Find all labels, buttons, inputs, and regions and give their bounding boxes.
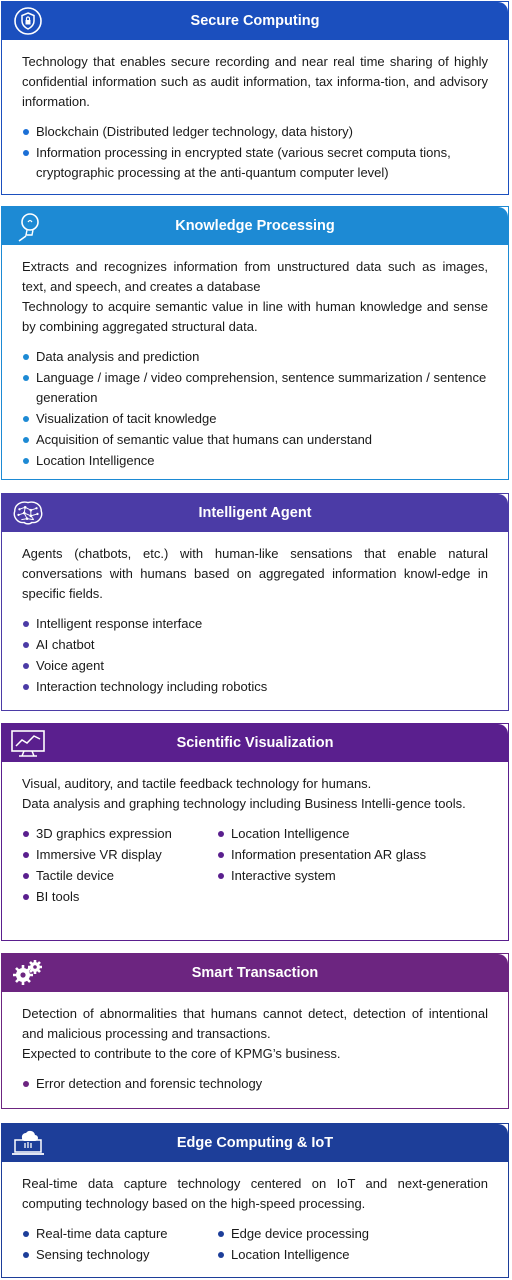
list-item: Location Intelligence: [217, 1245, 477, 1265]
section-description: Agents (chatbots, etc.) with human-like sensations that enable natural conversations with humans based on aggregated information knowl-edge in specific fields.: [22, 546, 488, 601]
section-scientific-visualization: [1, 723, 509, 941]
brain-network-icon: [10, 497, 46, 529]
list-item: Error detection and forensic technology: [22, 1074, 488, 1094]
list-item: Location Intelligence: [22, 451, 488, 471]
bullet-list: [22, 347, 488, 471]
section-header: [2, 954, 508, 992]
section-edge-computing-iot: [1, 1123, 509, 1278]
section-description: Visual, auditory, and tactile feedback technology for humans.: [22, 776, 372, 791]
list-item: Edge device processing: [217, 1224, 477, 1244]
list-item: Information presentation AR glass: [217, 845, 477, 865]
section-description: Extracts and recognizes information from unstructured data such as images, text, and speech, and creates a database: [22, 259, 488, 294]
monitor-chart-icon: [10, 727, 46, 759]
list-item: Interactive system: [217, 866, 477, 886]
list-item: Interaction technology including robotics: [22, 677, 488, 697]
list-item: Language / image / video comprehension, sentence summarization / sentence generation: [22, 368, 488, 408]
laptop-cloud-icon: [10, 1127, 46, 1159]
list-item: Real-time data capture: [22, 1224, 217, 1244]
lightbulb-icon: [10, 210, 46, 242]
shield-lock-icon: [10, 5, 46, 37]
section-title: Smart Transaction: [191, 965, 319, 981]
list-item: Acquisition of semantic value that humans can understand: [22, 430, 488, 450]
list-item: Data analysis and prediction: [22, 347, 488, 367]
section-title: Knowledge Processing: [175, 218, 335, 234]
bullet-list: [22, 614, 488, 697]
list-item: Blockchain (Distributed ledger technology, data history): [22, 122, 488, 142]
list-item: Voice agent: [22, 656, 488, 676]
list-item: Intelligent response interface: [22, 614, 488, 634]
list-item: AI chatbot: [22, 635, 488, 655]
section-title: Secure Computing: [190, 13, 320, 29]
list-item: Sensing technology: [22, 1245, 217, 1265]
section-header: [2, 1124, 508, 1162]
section-description: Expected to contribute to the core of KPMG’s business.: [22, 1046, 341, 1061]
section-knowledge-processing: [1, 206, 509, 480]
list-item: Tactile device: [22, 866, 217, 886]
section-secure-computing: [1, 1, 509, 195]
bullet-list: [22, 1074, 488, 1094]
section-description: Detection of abnormalities that humans cannot detect, detection of intentional and malicious processing and transactions.: [22, 1006, 488, 1041]
bullet-list-left: [22, 1224, 217, 1266]
section-intelligent-agent: [1, 493, 509, 711]
bullet-list-right: [217, 824, 477, 908]
section-header: [2, 2, 508, 40]
section-title: Scientific Visualization: [176, 735, 334, 751]
section-header: [2, 207, 508, 245]
section-description: Technology to acquire semantic value in line with human knowledge and sense by combining aggregated structural data.: [22, 299, 488, 334]
section-description: Real-time data capture technology centered on IoT and next-generation computing technology based on the high-speed processing.: [22, 1176, 488, 1211]
bullet-list-right: [217, 1224, 477, 1266]
gears-icon: [10, 957, 46, 989]
section-description: Data analysis and graphing technology including Business Intelli-gence tools.: [22, 796, 466, 811]
list-item: Location Intelligence: [217, 824, 477, 844]
section-title: Intelligent Agent: [198, 505, 312, 521]
list-item: Immersive VR display: [22, 845, 217, 865]
section-description: Technology that enables secure recording and near real time sharing of highly confidential information such as audit information, tax informa-tion, and advisory information.: [22, 54, 488, 109]
section-smart-transaction: [1, 953, 509, 1109]
section-title: Edge Computing & IoT: [176, 1135, 334, 1151]
bullet-list-left: [22, 824, 217, 908]
bullet-list: [22, 122, 488, 183]
list-item: BI tools: [22, 887, 217, 907]
list-item: Information processing in encrypted state (various secret computa tions, cryptographic processing at the anti-quantum computer level): [22, 143, 488, 183]
section-header: [2, 724, 508, 762]
list-item: Visualization of tacit knowledge: [22, 409, 488, 429]
section-header: [2, 494, 508, 532]
list-item: 3D graphics expression: [22, 824, 217, 844]
